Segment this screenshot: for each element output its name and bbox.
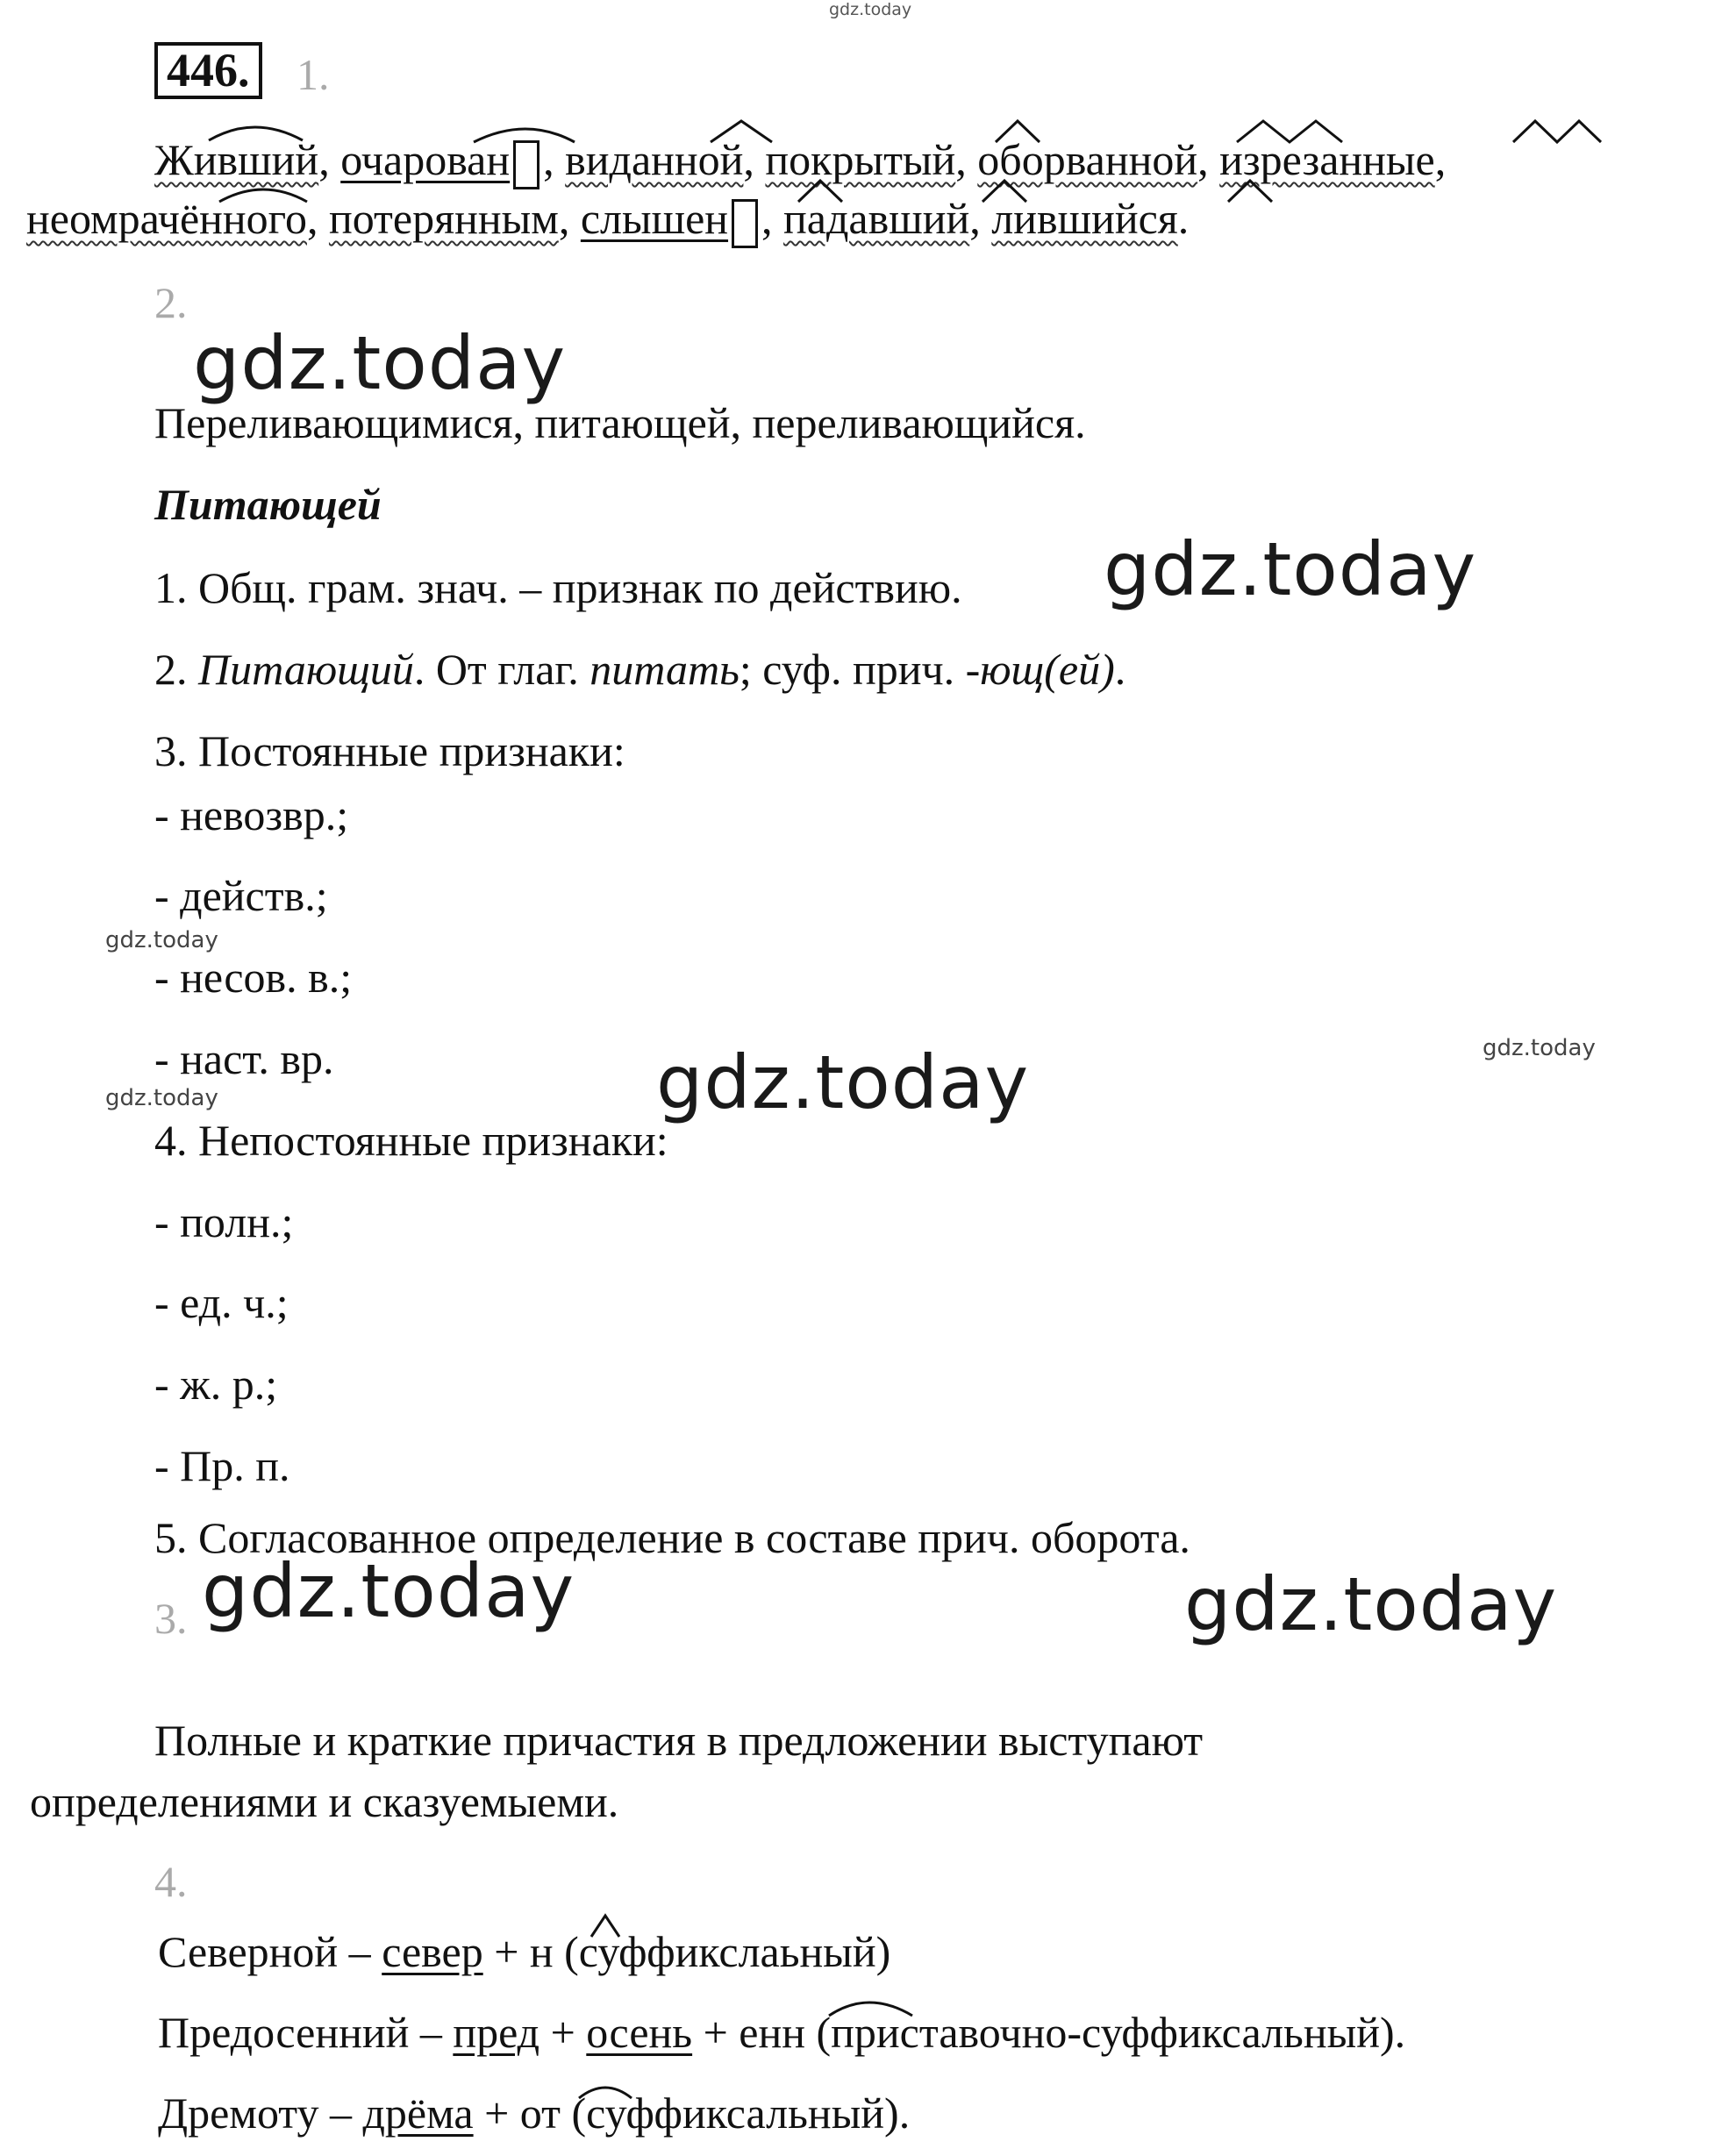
- watermark-small: gdz.today: [1483, 1035, 1596, 1061]
- deriv-rest: + н (суффикслаьный): [482, 1927, 891, 1976]
- word-padavshiy: падавший: [783, 194, 970, 243]
- part3-line1: Полные и краткие причастия в предложении выступают: [154, 1716, 1204, 1765]
- word-neomrachennogo: неомрачённого: [26, 194, 307, 243]
- part3-line2: определениями и сказуемыеми.: [30, 1777, 619, 1826]
- item2-suffix: -ющ(ей): [965, 645, 1115, 694]
- deriv-root: север: [382, 1927, 483, 1976]
- nonconst-feature: - Пр. п.: [154, 1441, 290, 1490]
- word-vidannoy: виданной: [565, 135, 744, 184]
- watermark-top: gdz.today: [829, 0, 912, 19]
- comma: ,: [558, 194, 570, 243]
- word-ocharovan: очарован: [340, 135, 511, 184]
- deriv-rest: + от (суффиксальный).: [473, 2088, 911, 2138]
- part4-marker: 4.: [154, 1857, 188, 1906]
- item2-verb: питать: [589, 645, 740, 694]
- suffix-marks-part4: [0, 1912, 1722, 2123]
- deriv-root: осень: [586, 2008, 693, 2057]
- part2-item1: 1. Общ. грам. знач. – признак по действию.: [154, 563, 962, 612]
- deriv-word: Предосенний –: [158, 2008, 454, 2057]
- comma: ,: [1434, 135, 1447, 184]
- comma: ,: [306, 194, 318, 243]
- suffix-marks-line2: [0, 175, 1722, 207]
- watermark: gdz.today: [1104, 526, 1477, 612]
- part1-marker: 1.: [297, 50, 330, 99]
- part2-item4: 4. Непостоянные признаки:: [154, 1116, 668, 1165]
- deriv-plus: +: [539, 2008, 587, 2057]
- watermark: gdz.today: [202, 1548, 575, 1634]
- item2-text: . От глаг.: [413, 645, 590, 694]
- comma: ,: [955, 135, 967, 184]
- const-feature: - невозвр.;: [154, 790, 349, 839]
- item2-text2: ; суф. прич.: [739, 645, 966, 694]
- part2-item5: 5. Согласованное определение в составе прич. оборота.: [154, 1513, 1190, 1562]
- deriv-word: Северной –: [158, 1927, 382, 1976]
- watermark: gdz.today: [1184, 1561, 1558, 1647]
- deriv-prefix: пред: [453, 2008, 540, 2057]
- comma: ,: [743, 135, 754, 184]
- const-feature: - наст. вр.: [154, 1034, 334, 1083]
- word-poteryannym: потерянным: [328, 194, 559, 243]
- comma: ,: [318, 135, 330, 184]
- part2-heading: Питающей: [154, 480, 382, 529]
- word-oborvannoy: оборванной: [977, 135, 1198, 184]
- watermark-small: gdz.today: [105, 927, 218, 953]
- watermark: gdz.today: [656, 1039, 1030, 1125]
- word-zhivshiy: Живший: [154, 135, 319, 184]
- nonconst-feature: - ж. р.;: [154, 1360, 278, 1409]
- item2-num: 2.: [154, 645, 198, 694]
- comma: ,: [543, 135, 554, 184]
- word-pokrytyy: покрытый: [765, 135, 956, 184]
- deriv-root: дрёма: [362, 2088, 474, 2138]
- word-slyshen: слышен: [580, 194, 729, 243]
- suffix-marks-line1: [0, 114, 1722, 149]
- part2-marker: 2.: [154, 278, 188, 327]
- comma: ,: [969, 194, 981, 243]
- part2-item3: 3. Постоянные признаки:: [154, 726, 625, 775]
- part3-marker: 3.: [154, 1594, 188, 1643]
- const-feature: - несов. в.;: [154, 953, 353, 1002]
- part2-item2: [154, 646, 1125, 694]
- part2-intro: Переливающимися, питающей, переливающийся.: [154, 398, 1086, 447]
- word-livshiysya: лившийся: [991, 194, 1178, 243]
- const-feature: - действ.;: [154, 871, 328, 920]
- exercise-number: 446.: [154, 42, 262, 99]
- item2-dot: .: [1114, 645, 1126, 694]
- watermark: gdz.today: [193, 320, 567, 406]
- word-izrezannye: изрезанные: [1219, 135, 1435, 184]
- watermark-small: gdz.today: [105, 1085, 218, 1111]
- deriv-word: Дремоту –: [158, 2088, 363, 2138]
- comma: ,: [761, 194, 773, 243]
- deriv-rest: + енн (приставочно-суффиксальный).: [692, 2008, 1406, 2057]
- item2-word: Питающий: [198, 645, 414, 694]
- part1-line2: неомрачённого, потерянным, слышен , падавший, лившийся.: [26, 195, 1189, 248]
- nonconst-feature: - ед. ч.;: [154, 1278, 289, 1327]
- nonconst-feature: - полн.;: [154, 1197, 294, 1246]
- comma: ,: [1197, 135, 1209, 184]
